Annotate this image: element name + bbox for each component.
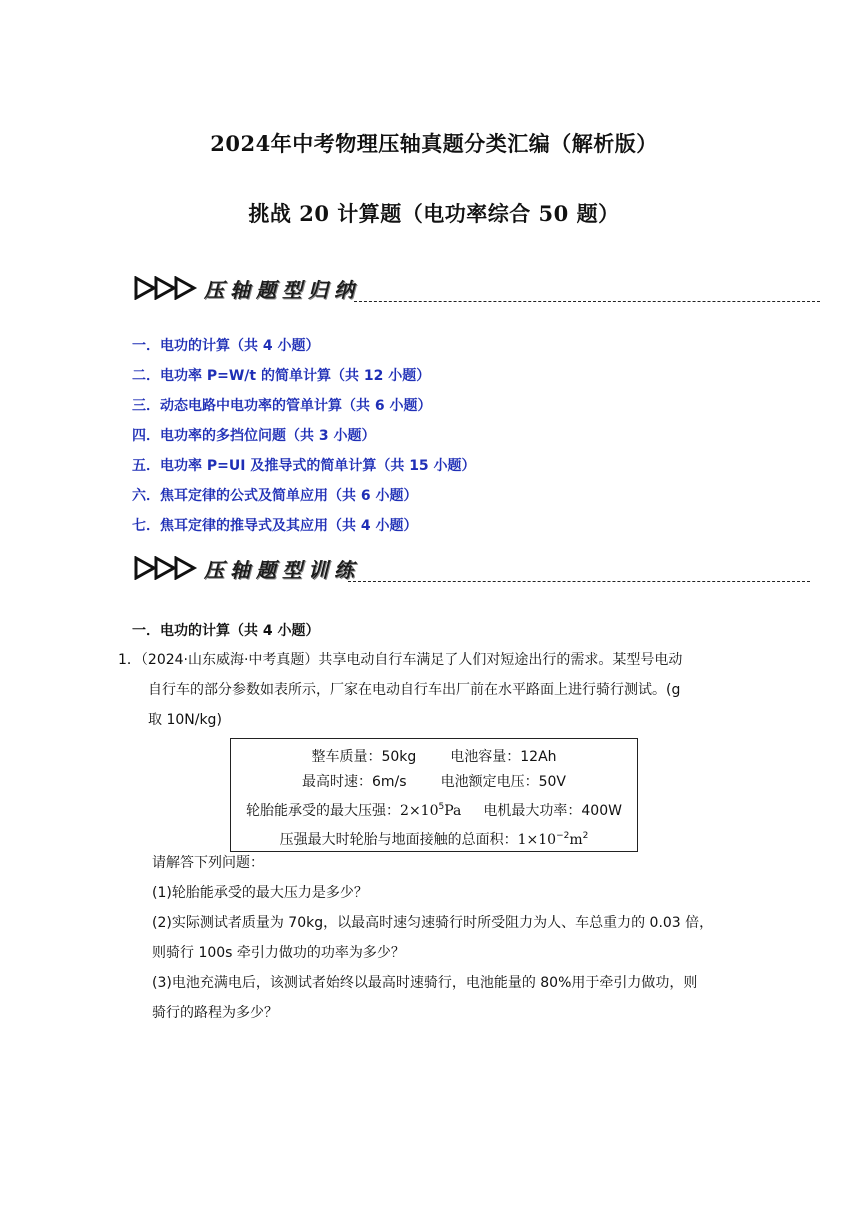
toc-item[interactable]: 二．电功率 P=W/t 的简单计算（共 12 小题） [132,368,431,384]
divider [348,581,810,582]
table-cell: 最高时速：6m/s [302,774,407,790]
table-cell: 整车质量：50kg [311,749,417,765]
question-line: 自行车的部分参数如表所示，厂家在电动自行车出厂前在水平路面上进行骑行测试。(g [148,682,681,698]
section-heading: 一．电功的计算（共 4 小题） [132,623,320,639]
parameter-table [230,738,638,852]
training-banner [134,552,360,584]
table-row [231,745,637,770]
question-line: 1．（2024·山东威海·中考真题）共享电动自行车满足了人们对短途出行的需求。某型号电动 [118,652,683,668]
question-text [118,645,758,735]
table-cell: 电池容量：12Ah [450,749,557,765]
sub-question-3-cont: 骑行的路程为多少？ [152,1005,278,1021]
toc-item[interactable]: 三．动态电路中电功率的管单计算（共 6 小题） [132,398,432,414]
toc-item[interactable]: 一．电功的计算（共 4 小题） [132,338,320,354]
summary-banner [134,272,360,304]
page-title: 2024年中考物理压轴真题分类汇编（解析版） [210,131,658,156]
prompt-line: 请解答下列问题： [152,855,264,871]
divider [354,301,820,302]
sub-question-2-cont: 则骑行 100s 牵引力做功的功率为多少？ [152,945,405,961]
question-line: 取 10N/kg) [148,712,222,728]
triple-arrow-icon [134,276,194,300]
sub-questions [152,848,752,1028]
toc-item[interactable]: 七．焦耳定律的推导式及其应用（共 4 小题） [132,518,418,534]
sub-question-3: (3)电池充满电后，该测试者始终以最高时速骑行，电池能量的 80%用于牵引力做功，则 [152,975,698,991]
sub-question-1: (1)轮胎能承受的最大压力是多少？ [152,885,368,901]
table-cell: 电池额定电压：50V [440,774,566,790]
toc-item[interactable]: 四．电功率的多挡位问题（共 3 小题） [132,428,376,444]
toc-item[interactable]: 六．焦耳定律的公式及简单应用（共 6 小题） [132,488,418,504]
table-cell: 压强最大时轮胎与地面接触的总面积：$1\times 10^{-2}m^2$ [279,831,589,848]
triple-arrow-icon [134,556,194,580]
summary-banner-label: 压轴题型归纳 [204,277,360,302]
table-cell: 电机最大功率：400W [483,803,622,819]
table-row [231,795,637,824]
training-banner-label: 压轴题型训练 [204,557,360,582]
table-row [231,770,637,795]
page-subtitle: 挑战 20 计算题（电功率综合 50 题） [248,201,620,226]
table-cell: 轮胎能承受的最大压强：$2\times 10^5Pa$ [246,802,462,819]
sub-question-2: (2)实际测试者质量为 70kg，以最高时速匀速骑行时所受阻力为人、车总重力的 0.03 倍， [152,915,714,931]
toc-item[interactable]: 五．电功率 P=UI 及推导式的简单计算（共 15 小题） [132,458,476,474]
toc-list [132,336,476,546]
